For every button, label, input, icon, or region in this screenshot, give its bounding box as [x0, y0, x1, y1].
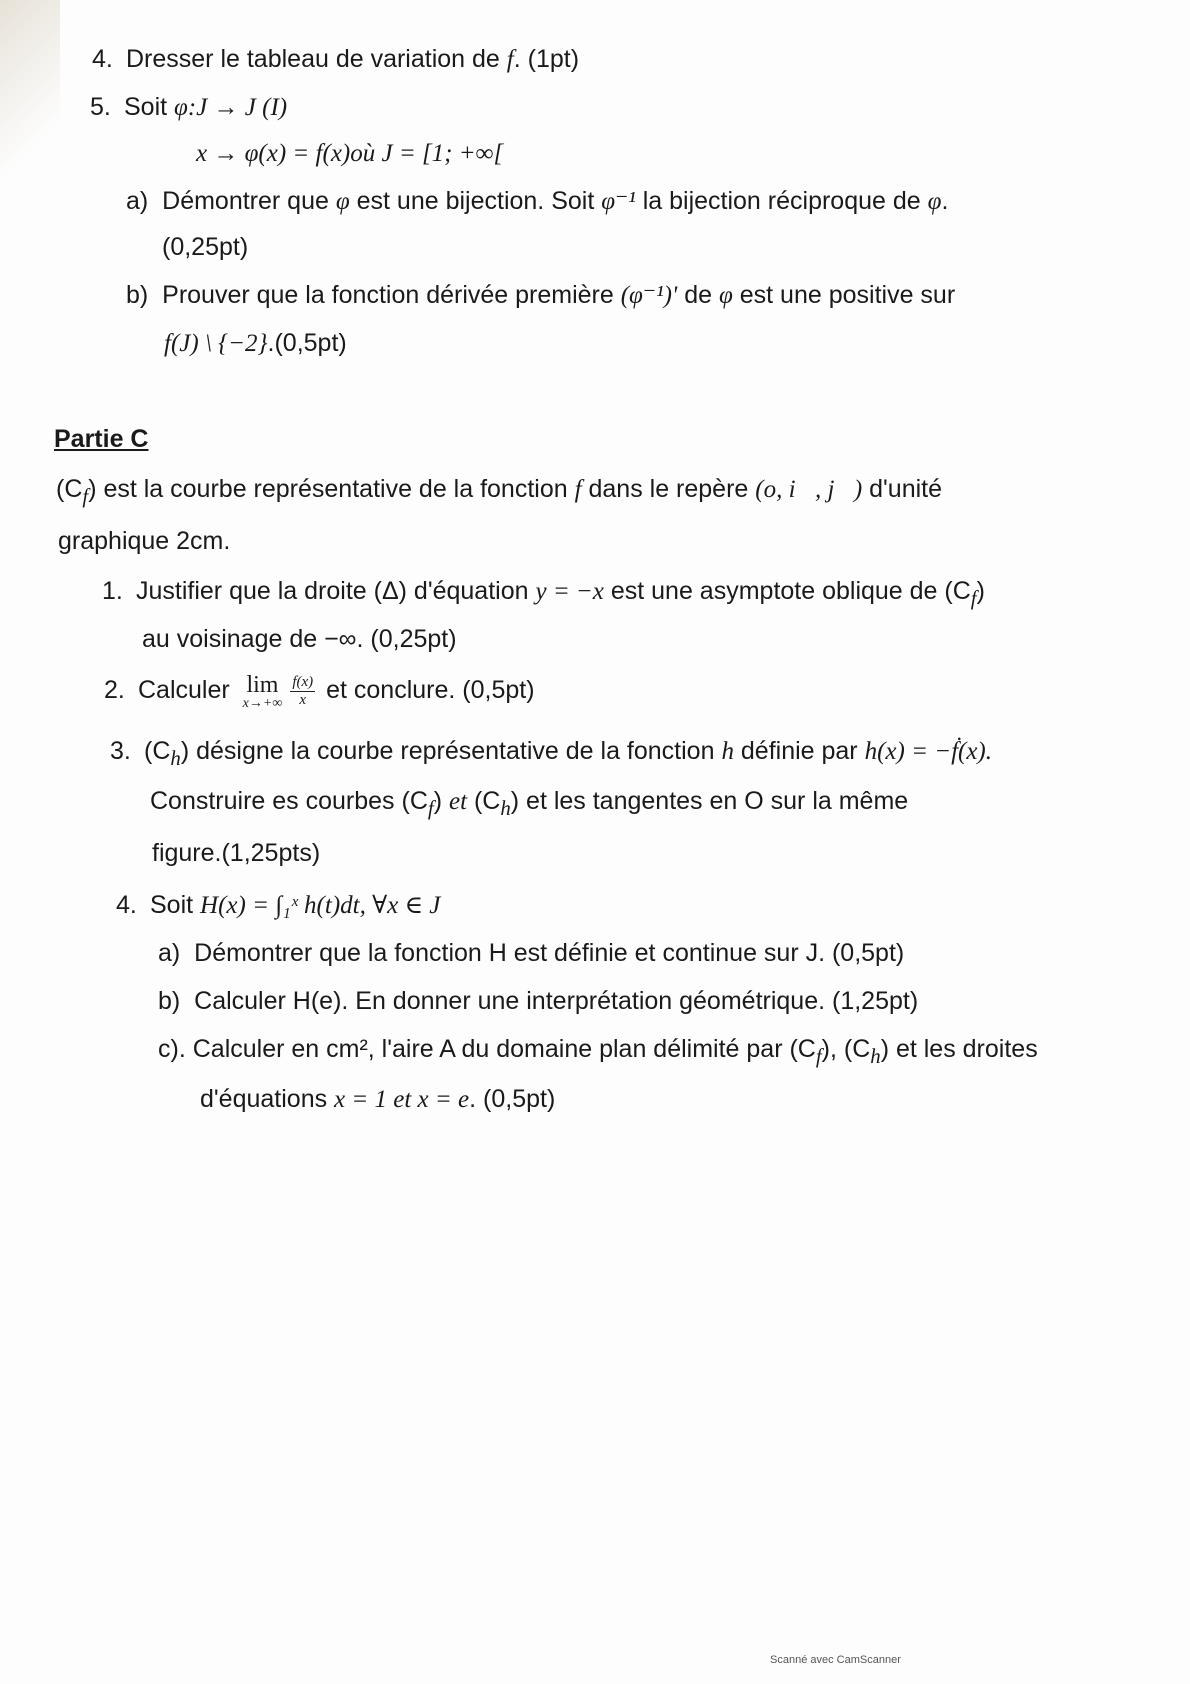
question-3-line3: figure.(1,25pts) [152, 839, 321, 867]
question-1-line2: au voisinage de −∞. (0,25pt) [142, 625, 457, 653]
item-5a-points: (0,25pt) [162, 233, 249, 261]
item-5a: a) Démontrer que φ est une bijection. Soit φ⁻¹ la bijection réciproque de φ. [126, 187, 949, 215]
question-3: 3. $(C_h)$ désigne la courbe représentative de la fonction h définie par h(x) = −ḟ(x). [110, 737, 993, 770]
question-4b: b) Calculer H(e). En donner une interprétation géométrique. (1,25pt) [158, 987, 919, 1015]
item-5-mapping: x → φ(x) = f(x)où J = [1; +∞[ [196, 140, 504, 167]
item-5: 5. Soit φ:J → J (I) [90, 93, 288, 121]
question-2: 2. Calculer lim x→+∞ $\frac{f(x)}{x}$ et conclure. (0,5pt) [104, 672, 535, 711]
item-5b: b) Prouver que la fonction dérivée première (φ⁻¹)' de φ est une positive sur [126, 281, 956, 309]
question-4a: a) Démontrer que la fonction H est définie et continue sur J. (0,5pt) [158, 939, 905, 967]
question-4c-line2: d'équations x = 1 et x = e. (0,5pt) [200, 1085, 556, 1113]
section-title: Partie C [54, 425, 149, 453]
scan-shadow [0, 0, 60, 200]
question-4c: c). Calculer en cm², l'aire A du domaine plan délimité par $(C_f)$, $(C_h)$ et les droites [158, 1035, 1038, 1068]
partie-c-intro: $(C_f)$ est la courbe représentative de la fonction f dans le repère (o, i⃗, j⃗) d'unité [56, 475, 943, 508]
partie-c-intro-line2: graphique 2cm. [58, 527, 231, 555]
item-5b-domain: f(J) \ {−2}.(0,5pt) [164, 329, 347, 357]
limit-expression: lim x→+∞ [242, 672, 283, 711]
question-1: 1. Justifier que la droite (Δ) d'équation y = −x est une asymptote oblique de $(C_f)$ [102, 577, 985, 610]
question-3-line2: Construire es courbes $(C_f)$ et $(C_h)$ et les tangentes en O sur la même [150, 787, 909, 820]
fraction: $\frac{f(x)}{x}$ [292, 674, 314, 708]
item-4: 4. Dresser le tableau de variation de f. (1pt) [92, 45, 580, 73]
scanner-watermark: Scanné avec CamScanner [770, 1654, 901, 1666]
question-4: 4. Soit H(x) = ∫₁ˣ h(t)dt, ∀x ∈ J [116, 891, 441, 919]
